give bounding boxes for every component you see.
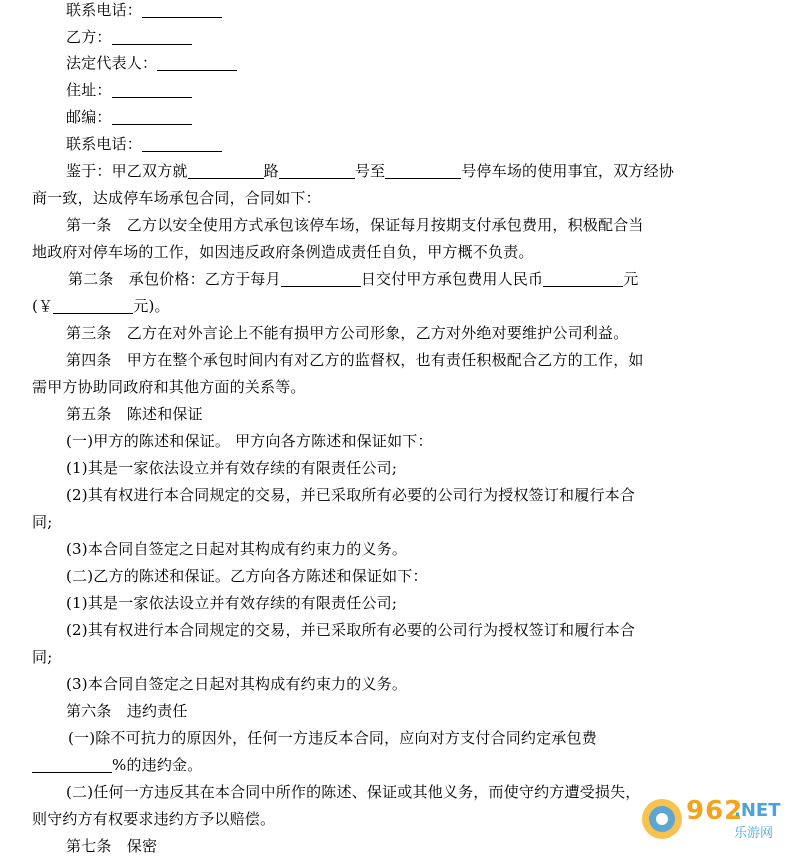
liability-2-line-2: 则守约方有权要求违约方予以赔偿。 — [32, 810, 276, 828]
liability-2-line-1: (二)任何一方违反其在本合同中所作的陈述、保证或其他义务，而使守约方遭受损失， — [66, 783, 641, 801]
article-3: 第三条 乙方在对外言论上不能有损甲方公司形象，乙方对外绝对要维护公司利益。 — [66, 324, 629, 342]
article-1-line-1: 第一条 乙方以安全使用方式承包该停车场，保证每月按期支付承包费用，积极配合当 — [66, 216, 644, 234]
blank-field — [112, 108, 192, 125]
party-b-rep-2-line-2: 同; — [32, 648, 53, 666]
party-a-rep-2-line-2: 同; — [32, 513, 53, 531]
article-5-heading: 第五条 陈述和保证 — [66, 405, 203, 423]
party-b-rep-3: (3)本合同自签定之日起对其构成有约束力的义务。 — [66, 675, 408, 693]
blank-field — [385, 162, 461, 179]
blank-field — [53, 297, 133, 314]
legal-representative: 法定代表人： — [66, 53, 794, 73]
liability-1-line-1: (一)除不可抗力的原因外，任何一方违反本合同，应向对方支付合同约定承包费 — [68, 729, 597, 747]
article-4-line-1: 第四条 甲方在整个承包时间内有对乙方的监督权，也有责任积极配合乙方的工作，如 — [66, 351, 644, 369]
blank-field — [157, 54, 237, 71]
watermark-number: 962 — [686, 796, 744, 826]
address: 住址： — [66, 80, 794, 100]
contact-phone-party-b: 联系电话： — [66, 134, 794, 154]
blank-field — [32, 756, 112, 773]
watermark-logo-icon — [640, 797, 684, 841]
contact-phone-party-a: 联系电话： — [66, 0, 794, 20]
whereas-line-1: 鉴于：甲乙双方就 路 号至 号停车场的使用事宜，双方经协 — [66, 162, 675, 180]
party-b-representations: (二)乙方的陈述和保证。乙方向各方陈述和保证如下： — [66, 567, 428, 585]
liability-1-line-2: %的违约金。 — [32, 755, 762, 775]
party-b-label: 乙方： — [66, 27, 794, 47]
postcode: 邮编： — [66, 107, 794, 127]
blank-field — [112, 81, 192, 98]
party-a-rep-2-line-1: (2)其有权进行本合同规定的交易，并已采取所有必要的公司行为授权签订和履行本合 — [66, 486, 636, 504]
blank-field — [142, 135, 222, 152]
article-2-line-1: 第二条 承包价格：乙方于每月 日交付甲方承包费用人民币 元 — [68, 270, 639, 288]
party-b-rep-1: (1)其是一家依法设立并有效存续的有限责任公司; — [66, 594, 398, 612]
party-a-rep-1: (1)其是一家依法设立并有效存续的有限责任公司; — [66, 459, 398, 477]
party-a-representations: (一)甲方的陈述和保证。 甲方向各方陈述和保证如下： — [66, 432, 433, 450]
blank-field — [142, 1, 222, 18]
blank-field — [188, 162, 264, 179]
article-7-heading: 第七条 保密 — [66, 837, 158, 855]
article-1-line-2: 地政府对停车场的工作，如因违反政府条例造成责任自负，甲方概不负责。 — [32, 243, 534, 261]
article-6-heading: 第六条 违约责任 — [66, 702, 188, 720]
whereas-line-2: 商一致，达成停车场承包合同，合同如下： — [32, 189, 321, 207]
article-4-line-2: 需甲方协助同政府和其他方面的关系等。 — [32, 378, 306, 396]
blank-field — [543, 270, 623, 287]
watermark-site-name: 乐游网 — [734, 826, 774, 841]
site-watermark — [638, 796, 788, 842]
watermark-net: .NET — [734, 800, 781, 821]
party-a-rep-3: (3)本合同自签定之日起对其构成有约束力的义务。 — [66, 540, 408, 558]
blank-field — [281, 270, 361, 287]
blank-field — [112, 28, 192, 45]
article-2-line-2: (￥ 元)。 — [32, 297, 170, 315]
party-b-rep-2-line-1: (2)其有权进行本合同规定的交易，并已采取所有必要的公司行为授权签订和履行本合 — [66, 621, 636, 639]
blank-field — [279, 162, 355, 179]
